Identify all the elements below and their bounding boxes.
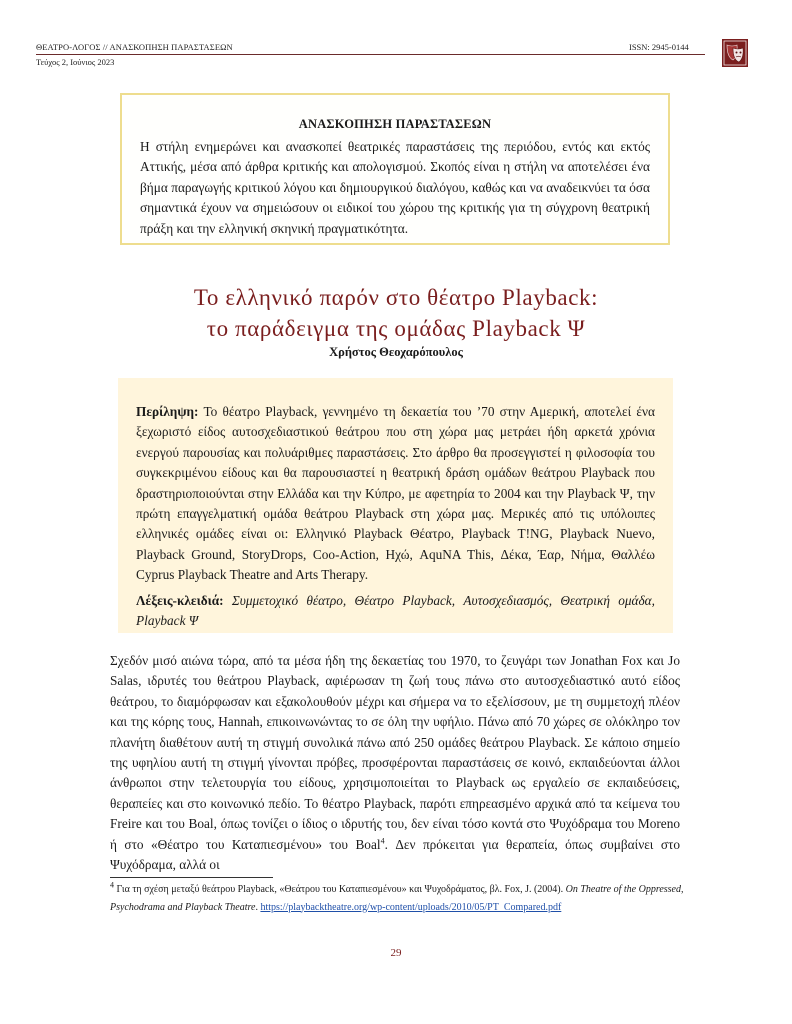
article-title	[100, 282, 692, 344]
abstract-box	[118, 378, 673, 633]
issue-info: Τεύχος 2, Ιούνιος 2023	[36, 57, 115, 67]
abstract	[136, 402, 655, 586]
article-title-line-1: Το ελληνικό παρόν στο θέατρο Playback:	[193, 285, 599, 310]
footnote-ref[interactable]: 4	[380, 836, 385, 846]
theatre-masks-icon	[722, 39, 748, 67]
article-title-line-2: το παράδειγμα της ομάδας Playback Ψ	[206, 316, 586, 341]
column-description-box	[120, 93, 670, 245]
column-heading: ΑΝΑΣΚΟΠΗΣΗ ΠΑΡΑΣΤΑΣΕΩΝ	[298, 117, 492, 131]
page-number: 29	[390, 947, 402, 959]
header-rule	[36, 54, 705, 55]
article-author: Χρήστος Θεοχαρόπουλος	[329, 345, 463, 359]
body-paragraph	[110, 651, 680, 875]
column-description: Η στήλη ενημερώνει και ανασκοπεί θεατρικές παραστάσεις της περιόδου, εντός και εκτός Αττικής, μέσα από άρθρα κριτικής και απολογισμού. Σκοπός είναι η στήλη να αποτελέσει ένα βήμα παραγωγής κριτικού λόγου και δημιουργικού διαλόγου, καθώς και να αναδεικνύει τα όσα σημαντικά έχουν να σημειώσουν οι ειδικοί του χώρου της κριτικής για τη σύγχρονη θεατρική πράξη και την ελληνική σκηνική πραγματικότητα.	[140, 139, 650, 236]
footnote-separator	[110, 877, 273, 878]
body-text-main: Σχεδόν μισό αιώνα τώρα, από τα μέσα ήδη της δεκαετίας του 1970, το ζευγάρι των Jonathan Fox και Jo Salas, ιδρυτές του θεάτρου Playback, αφιέρωσαν τη ζωή τους πάνω στο αυτοσχεδιαστικό αυτό είδος θεάτρου, το διαμόρφωσαν και εξακολουθούν μέχρι και σήμερα να το εξελίσσουν, με τη συμμετοχή πλέον και της κόρης τους, Hannah, επικοινωνώντας το σε όλη την υφήλιο. Πάνω από 70 χώρες σε ολόκληρο τον πλανήτη διαθέτουν αυτή τη στιγμή συνολικά πάνω από 250 ομάδες θεάτρου Playback. Σε κάποιο σημείο της υφηλίου αυτή τη στιγμή γίνονται πρόβες, προσφέρονται παραστάσεις σε κοινό, εκπαιδεύονται άλλοι άνθρωποι στην τελετουργία του είδους, χρησιμοποιείται το Playback ως εργαλείο σε εκπαιδεύσεις, θεραπείες και στο κοινωνικό πεδίο. Το θέατρο Playback, παρότι επηρεασμένο αρχικά από τα κείμενα του Freire και του Boal, όπως τονίζει ο ίδιος ο ιδρυτής του, δεν είναι τόσο κοντά στο Ψυχόδραμα του Moreno ή στο «Θέατρο του Καταπιεσμένου» του Boal	[110, 653, 680, 852]
journal-header: ΘΕΑΤΡΟ-ΛΟΓΟΣ // ΑΝΑΣΚΟΠΗΣΗ ΠΑΡΑΣΤΑΣΕΩΝ	[36, 42, 233, 52]
footnote-after-title: .	[255, 901, 261, 913]
abstract-text: Το θέατρο Playback, γεννημένο τη δεκαετία του ’70 στην Αμερική, αποτελεί ένα ξεχωριστό είδος αυτοσχεδιαστικού θεάτρου που στη χώρα μας μετράει ήδη αρκετά χρόνια ενεργού παρουσίας και πολυάριθμες παραστάσεις. Στο άρθρο θα προσεγγιστεί η φιλοσοφία του συγκεκριμένου είδους και θα παρουσιαστεί η θεατρική δράση ομάδων θεάτρου Playback που δραστηριοποιούνται στην Ελλάδα και την Κύπρο, με αφετηρία το 2004 και την Playback Ψ, την πρώτη επαγγελματική ομάδα θεάτρου Playback στη χώρα μας. Μερικές από τις υπόλοιπες ελληνικές ομάδες είναι οι: Ελληνικό Playback Θέατρο, Playback T!NG, Playback Nuevo, Playback Ground, StoryDrops, Coo-Action, Ηχώ, AquNA This, Δέκα, Έαρ, Νήμα, Θαλλέω Cyprus Playback Theatre and Arts Therapy.	[136, 404, 655, 583]
body-text-tail: . Δεν πρόκειται για θεραπεία, όπως συμβαίνει στο Ψυχόδραμα, αλλά οι	[110, 836, 680, 873]
footnote-link[interactable]: https://playbacktheatre.org/wp-content/uploads/2010/05/PT_Compared.pdf	[260, 901, 562, 913]
keywords-label: Λέξεις-κλειδιά:	[136, 592, 224, 608]
footnote-number: 4	[110, 880, 114, 890]
footnote	[110, 881, 685, 916]
keywords	[136, 591, 655, 632]
footnote-title: On Theatre of the Oppressed, Psychodrama and Playback Theatre	[110, 884, 684, 913]
keywords-list: Συμμετοχικό θέατρο, Θέατρο Playback, Αυτοσχεδιασμός, Θεατρική ομάδα, Playback Ψ	[136, 592, 655, 629]
issn: ISSN: 2945-0144	[629, 42, 689, 52]
abstract-label: Περίληψη:	[136, 404, 199, 419]
footnote-text: Για τη σχέση μεταξύ θεάτρου Playback, «Θεάτρου του Καταπιεσμένου» και Ψυχοδράματος, βλ. Fox, J. (2004).	[114, 884, 566, 895]
